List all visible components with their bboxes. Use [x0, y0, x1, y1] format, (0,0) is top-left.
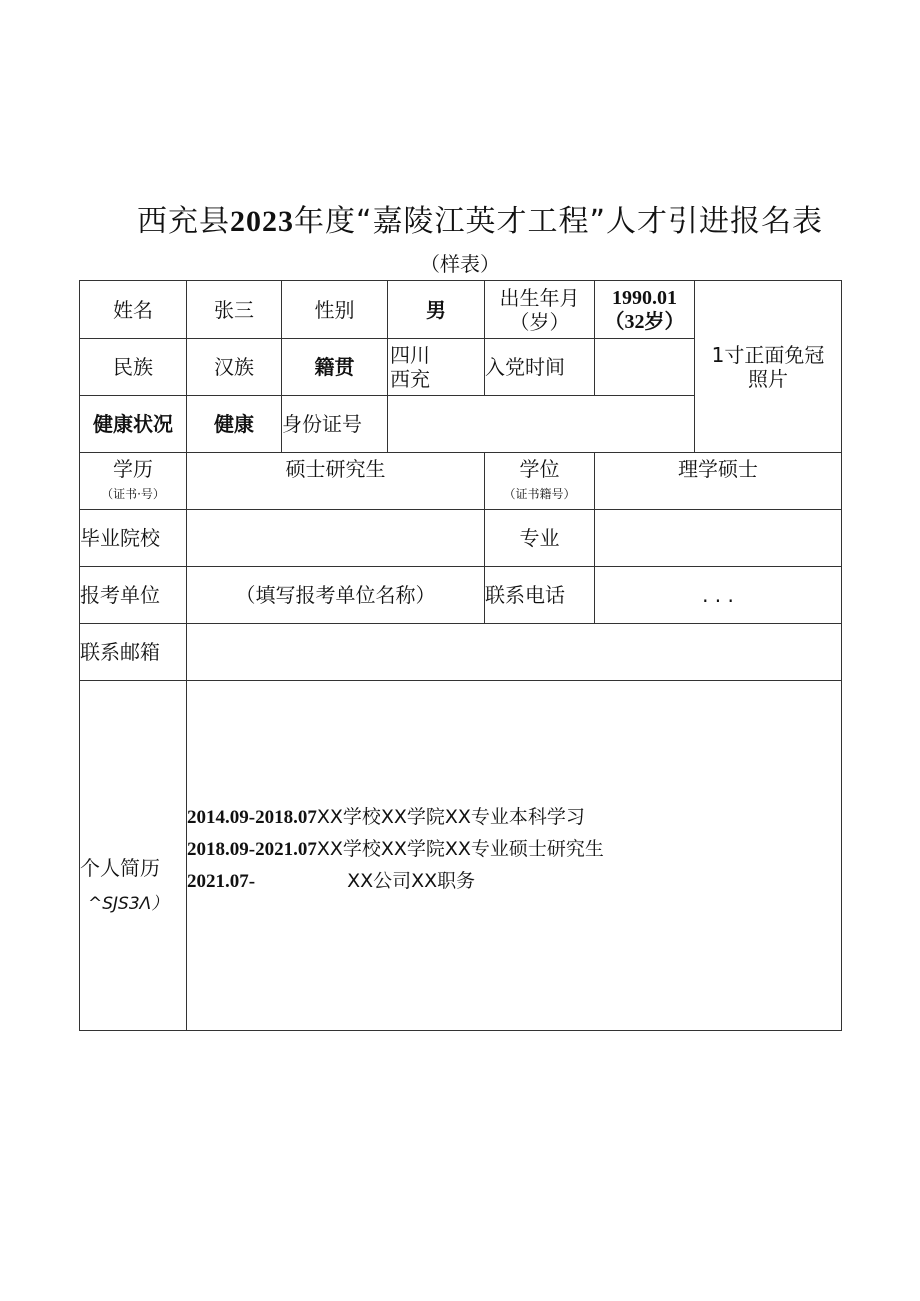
resume-label: 个人简历 [80, 856, 160, 881]
name-label: 姓名 [80, 281, 187, 339]
resume-label-cell [80, 681, 187, 1031]
row-education [80, 453, 842, 510]
degree-value[interactable]: 理学硕士 [595, 453, 842, 510]
title-prefix: 西充县 [136, 204, 230, 239]
birth-date: 1990.01 [612, 286, 677, 309]
row-unit [80, 567, 842, 624]
photo-box[interactable] [695, 281, 842, 453]
name-value[interactable]: 张三 [187, 281, 282, 339]
education-label-cell [80, 453, 187, 510]
degree-note: （证书籍号） [503, 487, 576, 501]
email-label: 联系邮箱 [80, 624, 187, 681]
unit-label: 报考单位 [80, 567, 187, 624]
id-value[interactable] [388, 396, 695, 453]
school-value[interactable] [187, 510, 485, 567]
row-email [80, 624, 842, 681]
row-resume [80, 681, 842, 1031]
native-place-line1: 四川 [390, 343, 430, 367]
major-value[interactable] [595, 510, 842, 567]
birth-value[interactable] [595, 281, 695, 339]
ethnicity-label: 民族 [80, 339, 187, 396]
resume-entry [187, 865, 841, 897]
id-label: 身份证号 [282, 396, 388, 453]
resume-entry-dates: 2018.09-2021.07 [187, 839, 317, 860]
resume-entry-dates: 2021.07- [187, 871, 256, 892]
party-join-label: 入党时间 [485, 339, 595, 396]
major-label: 专业 [485, 510, 595, 567]
education-label: 学历 [113, 457, 153, 481]
resume-entry [187, 801, 841, 833]
party-join-value[interactable] [595, 339, 695, 396]
resume-content[interactable] [187, 681, 842, 1031]
gender-label: 性别 [282, 281, 388, 339]
gender-value[interactable]: 男 [388, 281, 485, 339]
native-place-value[interactable] [388, 339, 485, 396]
unit-value[interactable]: （填写报考单位名称） [187, 567, 485, 624]
education-value[interactable]: 硕士研究生 [187, 453, 485, 510]
title-year: 2023 [229, 205, 294, 238]
education-note: （证书·号） [101, 487, 165, 501]
resume-entry-dates: 2014.09-2018.07 [187, 807, 317, 828]
degree-label-cell [485, 453, 595, 510]
photo-label: 1寸正面免冠照片 [711, 342, 825, 391]
resume-entry-text: XX学校XX学院XX专业本科学习 [316, 806, 585, 828]
resume-entry [187, 833, 841, 865]
page-subtitle: （样表） [420, 252, 500, 276]
phone-label: 联系电话 [485, 567, 595, 624]
resume-entry-text: XX公司XX职务 [347, 870, 476, 892]
resume-code: ^SJS3Λ） [88, 894, 169, 915]
native-place-line2: 西充 [390, 367, 430, 391]
page-title [0, 196, 920, 240]
title-suffix: 年度“嘉陵江英才工程”人才引进报名表 [293, 204, 824, 239]
resume-entry-text: XX学校XX学院XX专业硕士研究生 [316, 838, 604, 860]
birth-age: （32岁） [604, 310, 685, 333]
row-school [80, 510, 842, 567]
native-place-label: 籍贯 [282, 339, 388, 396]
registration-form-table [79, 280, 842, 1031]
email-value[interactable] [187, 624, 842, 681]
health-value[interactable]: 健康 [187, 396, 282, 453]
row-basic-info [80, 281, 842, 339]
phone-value[interactable]: . . . [595, 567, 842, 624]
health-label: 健康状况 [80, 396, 187, 453]
birth-label: 出生年月（岁） [485, 281, 595, 339]
school-label: 毕业院校 [80, 510, 187, 567]
ethnicity-value[interactable]: 汉族 [187, 339, 282, 396]
degree-label: 学位 [519, 457, 560, 481]
